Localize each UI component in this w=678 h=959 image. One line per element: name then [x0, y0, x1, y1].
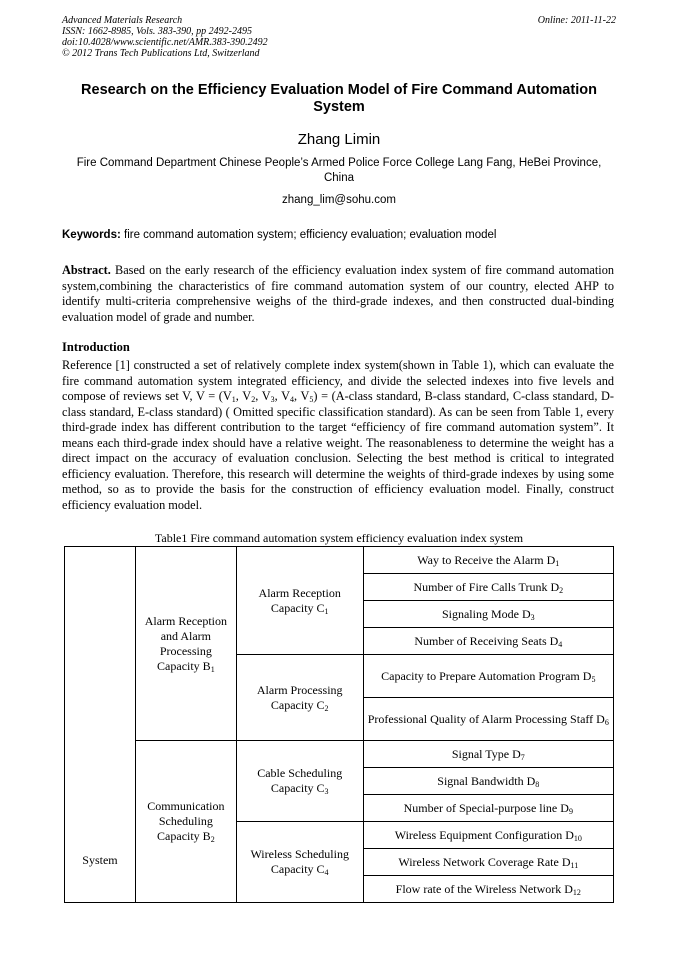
keywords-label: Keywords: [62, 229, 121, 241]
b2-cell: Communication Scheduling Capacity $B_2$ [135, 741, 236, 903]
b1-cell: Alarm Reception and Alarm Processing Capacity $B_1$ [135, 547, 236, 741]
d11-cell: Wireless Network Coverage Rate $D_{11}$ [363, 849, 613, 876]
abstract [62, 263, 614, 325]
d5-cell: Capacity to Prepare Automation Program $D_5$ [363, 655, 613, 698]
author-affiliation: Fire Command Department Chinese People’s Armed Police Force College Lang Fang, HeBei Province, China [76, 157, 602, 184]
author-email: zhang_lim@sohu.com [282, 194, 396, 206]
intro-text-end: ) = (A-class standard, B-class standard, C-class standard, D-class standard, E-class standard) ( Omitted specific classification standard). As can be seen from Table 1, every third-grade index has different contribution to the target “efficiency of fire command automation system”. It means each third-grade index should have a relative weight. The reasonableness to determine the weight has a direct impact on the accuracy of evaluation conclusion. Selecting the best method is critical to integrated efficiency evaluation. Therefore, this research will determine the weights of third-grade indexes by using some method, so as to provide the basis for the construction of efficiency evaluation model. Finally, construct efficiency evaluation model. [62, 389, 615, 512]
section-heading-introduction: Introduction [62, 340, 130, 354]
doi-line: doi:10.4028/www.scientific.net/AMR.383-390.2492 [62, 37, 268, 48]
c4-cell: Wireless Scheduling Capacity $C_4$ [236, 822, 363, 903]
paper-title: Research on the Efficiency Evaluation Model of Fire Command Automation System [81, 82, 597, 115]
c2-cell: Alarm Processing Capacity $C_2$ [236, 655, 363, 741]
d9-cell: Number of Special-purpose line $D_9$ [363, 795, 613, 822]
v-2: $V_2$ [242, 389, 256, 404]
v-5: $V_5$ [300, 389, 314, 404]
c1-cell: Alarm Reception Capacity $C_1$ [236, 547, 363, 655]
d12-cell: Flow rate of the Wireless Network $D_{12}$ [363, 876, 613, 903]
v-4: $V_4$ [281, 389, 294, 404]
d3-cell: Signaling Mode $D_3$ [363, 601, 613, 628]
copyright-line: © 2012 Trans Tech Publications Ltd, Switzerland [62, 48, 260, 59]
d6-cell: Professional Quality of Alarm Processing Staff $D_6$ [363, 698, 613, 741]
d8-cell: Signal Bandwidth $D_8$ [363, 768, 613, 795]
journal-name: Advanced Materials Research [62, 15, 183, 26]
table-caption: Table1 Fire command automation system efficiency evaluation index system [154, 531, 524, 545]
keywords [62, 228, 616, 242]
d4-cell: Number of Receiving Seats $D_4$ [363, 628, 613, 655]
d2-cell: Number of Fire Calls Trunk $D_2$ [363, 574, 613, 601]
v-3: $V_3$ [261, 389, 275, 404]
journal-meta [62, 15, 268, 59]
keywords-text: fire command automation system; efficiency evaluation; evaluation model [124, 229, 497, 241]
intro-text-start: Reference [1] constructed a set of relatively complete index system(shown in Table 1), which can evaluate the fire command automation system integrated efficiency, and divide the selected indexes into five levels and compose of reviews set V, V = ( [62, 358, 614, 403]
issn-line: ISSN: 1662-8985, Vols. 383-390, pp 2492-2495 [62, 26, 252, 37]
index-system-table [64, 546, 614, 903]
d1-cell: Way to Receive the Alarm $D_1$ [363, 547, 613, 574]
d10-cell: Wireless Equipment Configuration $D_{10}$ [363, 822, 613, 849]
online-date: Online: 2011-11-22 [537, 15, 616, 26]
root-cell: System [65, 547, 136, 903]
abstract-label: Abstract. [62, 263, 111, 277]
author-name: Zhang Limin [297, 131, 381, 148]
d7-cell: Signal Type $D_7$ [363, 741, 613, 768]
introduction-paragraph: Reference [1] constructed a set of relatively complete index system(shown in Table 1), which can evaluate the fire command automation system integrated efficiency, and divide the selected indexes into five levels and compose of reviews set V, $V = (V_1$, $V_2$, $V_3$, $V_4$, $V_5$) = (A-class standard, B-class standard, C-class standard, D-class standard, E-class standard) ( Omitted specific classification standard). As can be seen from Table 1, every third-grade index has different contribution to the target “efficiency of fire command automation system”. It means each third-grade index should have a relative weight. The reasonableness to determine the weight has a direct impact on the accuracy of evaluation conclusion. Selecting the best method is critical to integrated efficiency evaluation. Therefore, this research will determine the weights of third-grade indexes by using some method, so as to provide the basis for the construction of efficiency evaluation model. Finally, construct efficiency evaluation model. [62, 358, 615, 512]
c3-cell: Cable Scheduling Capacity $C_3$ [236, 741, 363, 822]
abstract-text: Based on the early research of the efficiency evaluation index system of fire command automation system,combining the characteristics of fire command automation system of our country, elected AHP to identify multi-criteria comprehensive weighs of the third-grade indexes, and then constructed dual-binding evaluation model of grade and number. [62, 263, 614, 324]
v-1: $V_1$ [222, 389, 236, 404]
